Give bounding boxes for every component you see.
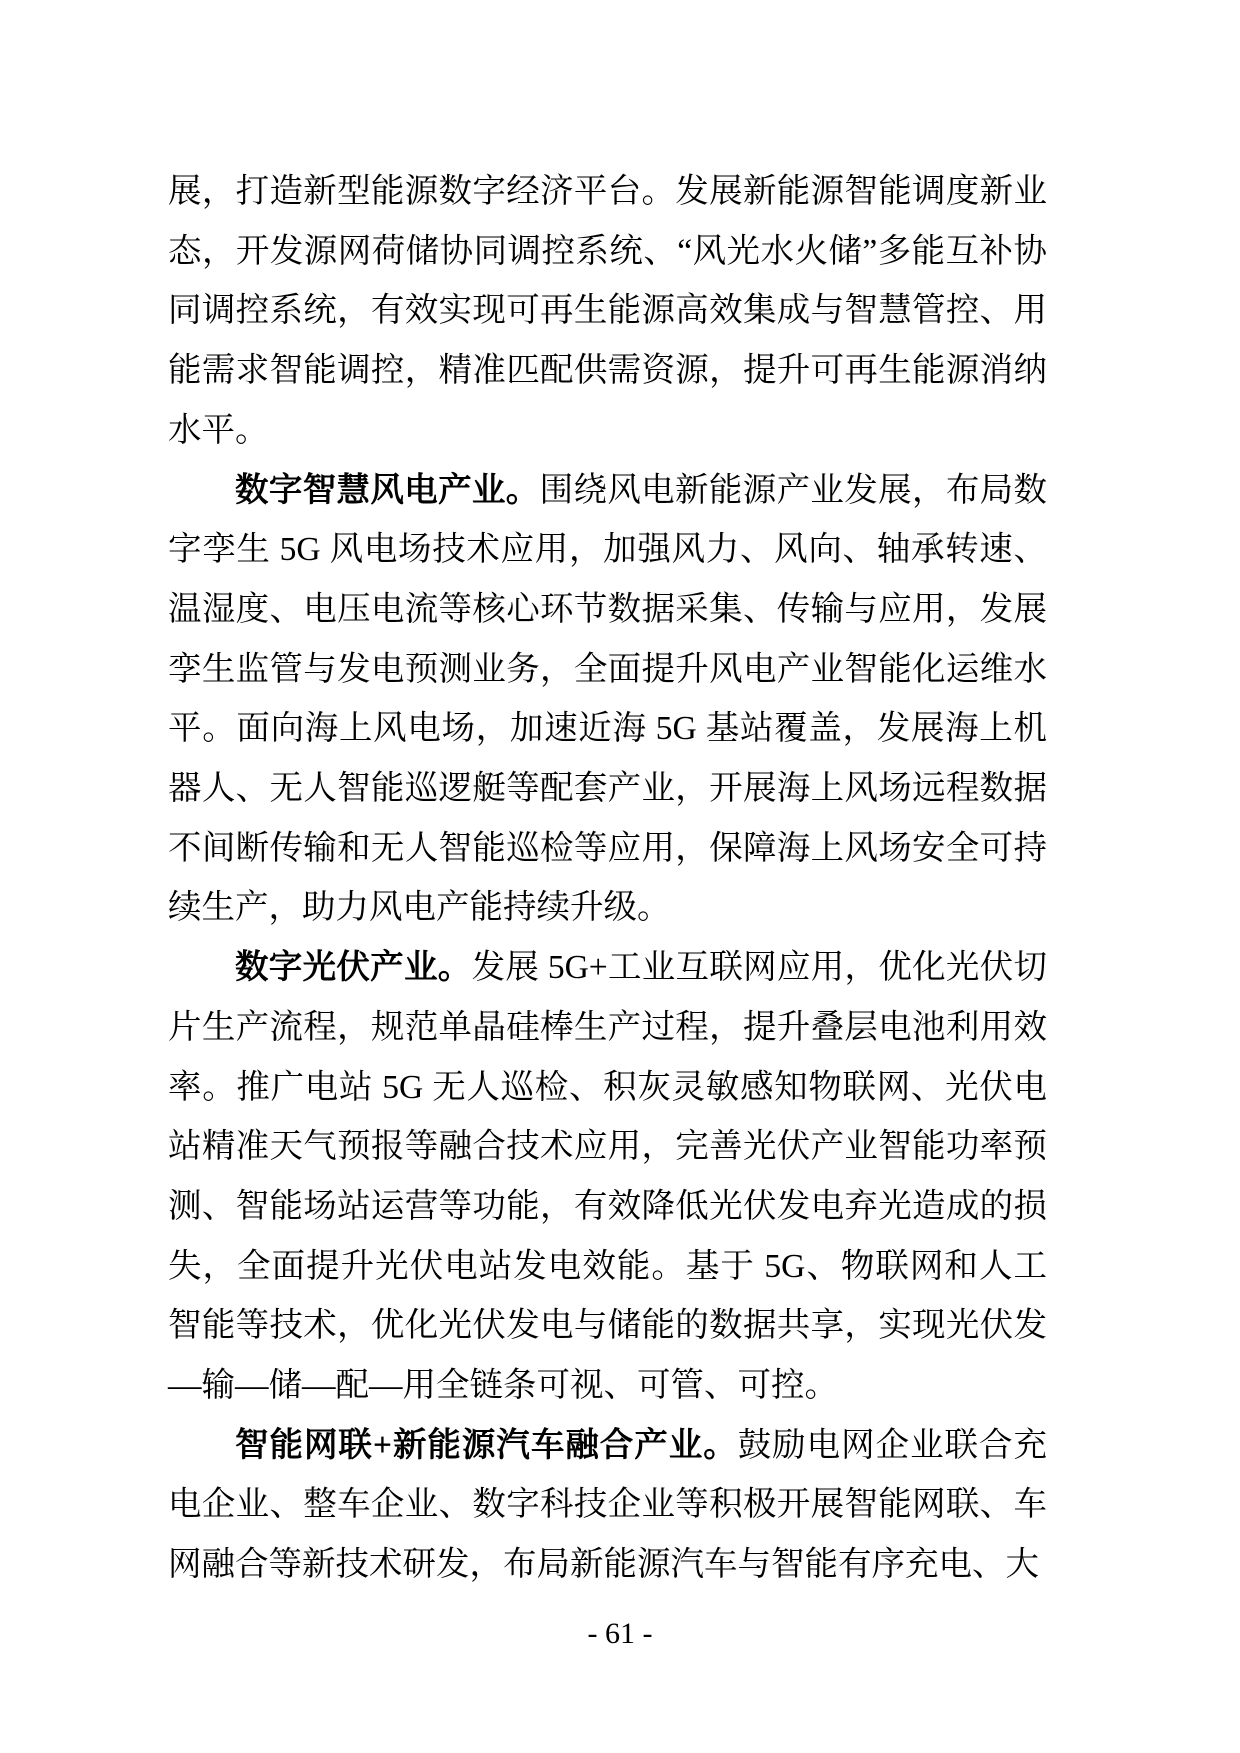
paragraph [168, 938, 1047, 1416]
paragraph-text: 发展 5G+工业互联网应用，优化光伏切片生产流程，规范单晶硅棒生产过程，提升叠层电池利用效率。推广电站 5G 无人巡检、积灰灵敏感知物联网、光伏电站精准天气预报等融合技术应用，完善光伏产业智能功率预测、智能场站运营等功能，有效降低光伏发电弃光造成的损失，全面提升光伏电站发电效能。基于 5G、物联网和人工智能等技术，优化光伏发电与储能的数据共享，实现光伏发—输—储—配—用全链条可视、可管、可控。 [168, 949, 1048, 1405]
paragraph-text: 围绕风电新能源产业发展，布局数字孪生 5G 风电场技术应用，加强风力、风向、轴承转速、温湿度、电压电流等核心环节数据采集、传输与应用，发展孪生监管与发电预测业务，全面提升风电产业智能化运维水平。面向海上风电场，加速近海 5G 基站覆盖，发展海上机器人、无人智能巡逻艇等配套产业，开展海上风场远程数据不间断传输和无人智能巡检等应用，保障海上风场安全可持续生产，助力风电产能持续升级。 [168, 471, 1048, 927]
paragraph [168, 162, 1047, 461]
paragraph-lead: 数字智慧风电产业。 [235, 471, 540, 509]
paragraph-text: 展，打造新型能源数字经济平台。发展新能源智能调度新业态，开发源网荷储协同调控系统、“风光水火储”多能互补协同调控系统，有效实现可再生能源高效集成与智慧管控、用能需求智能调控，精准匹配供需资源，提升可再生能源消纳水平。 [168, 173, 1047, 449]
paragraph-lead: 智能网联+新能源汽车融合产业。 [235, 1426, 738, 1464]
paragraph [168, 1416, 1047, 1595]
body-text [168, 162, 1047, 1595]
paragraph [168, 461, 1047, 939]
paragraph-lead: 数字光伏产业。 [235, 949, 472, 987]
page-number: - 61 - [587, 1617, 653, 1650]
paragraph-text: 鼓励电网企业联合充电企业、整车企业、数字科技企业等积极开展智能网联、车网融合等新技术研发，布局新能源汽车与智能有序充电、大 [168, 1426, 1047, 1584]
